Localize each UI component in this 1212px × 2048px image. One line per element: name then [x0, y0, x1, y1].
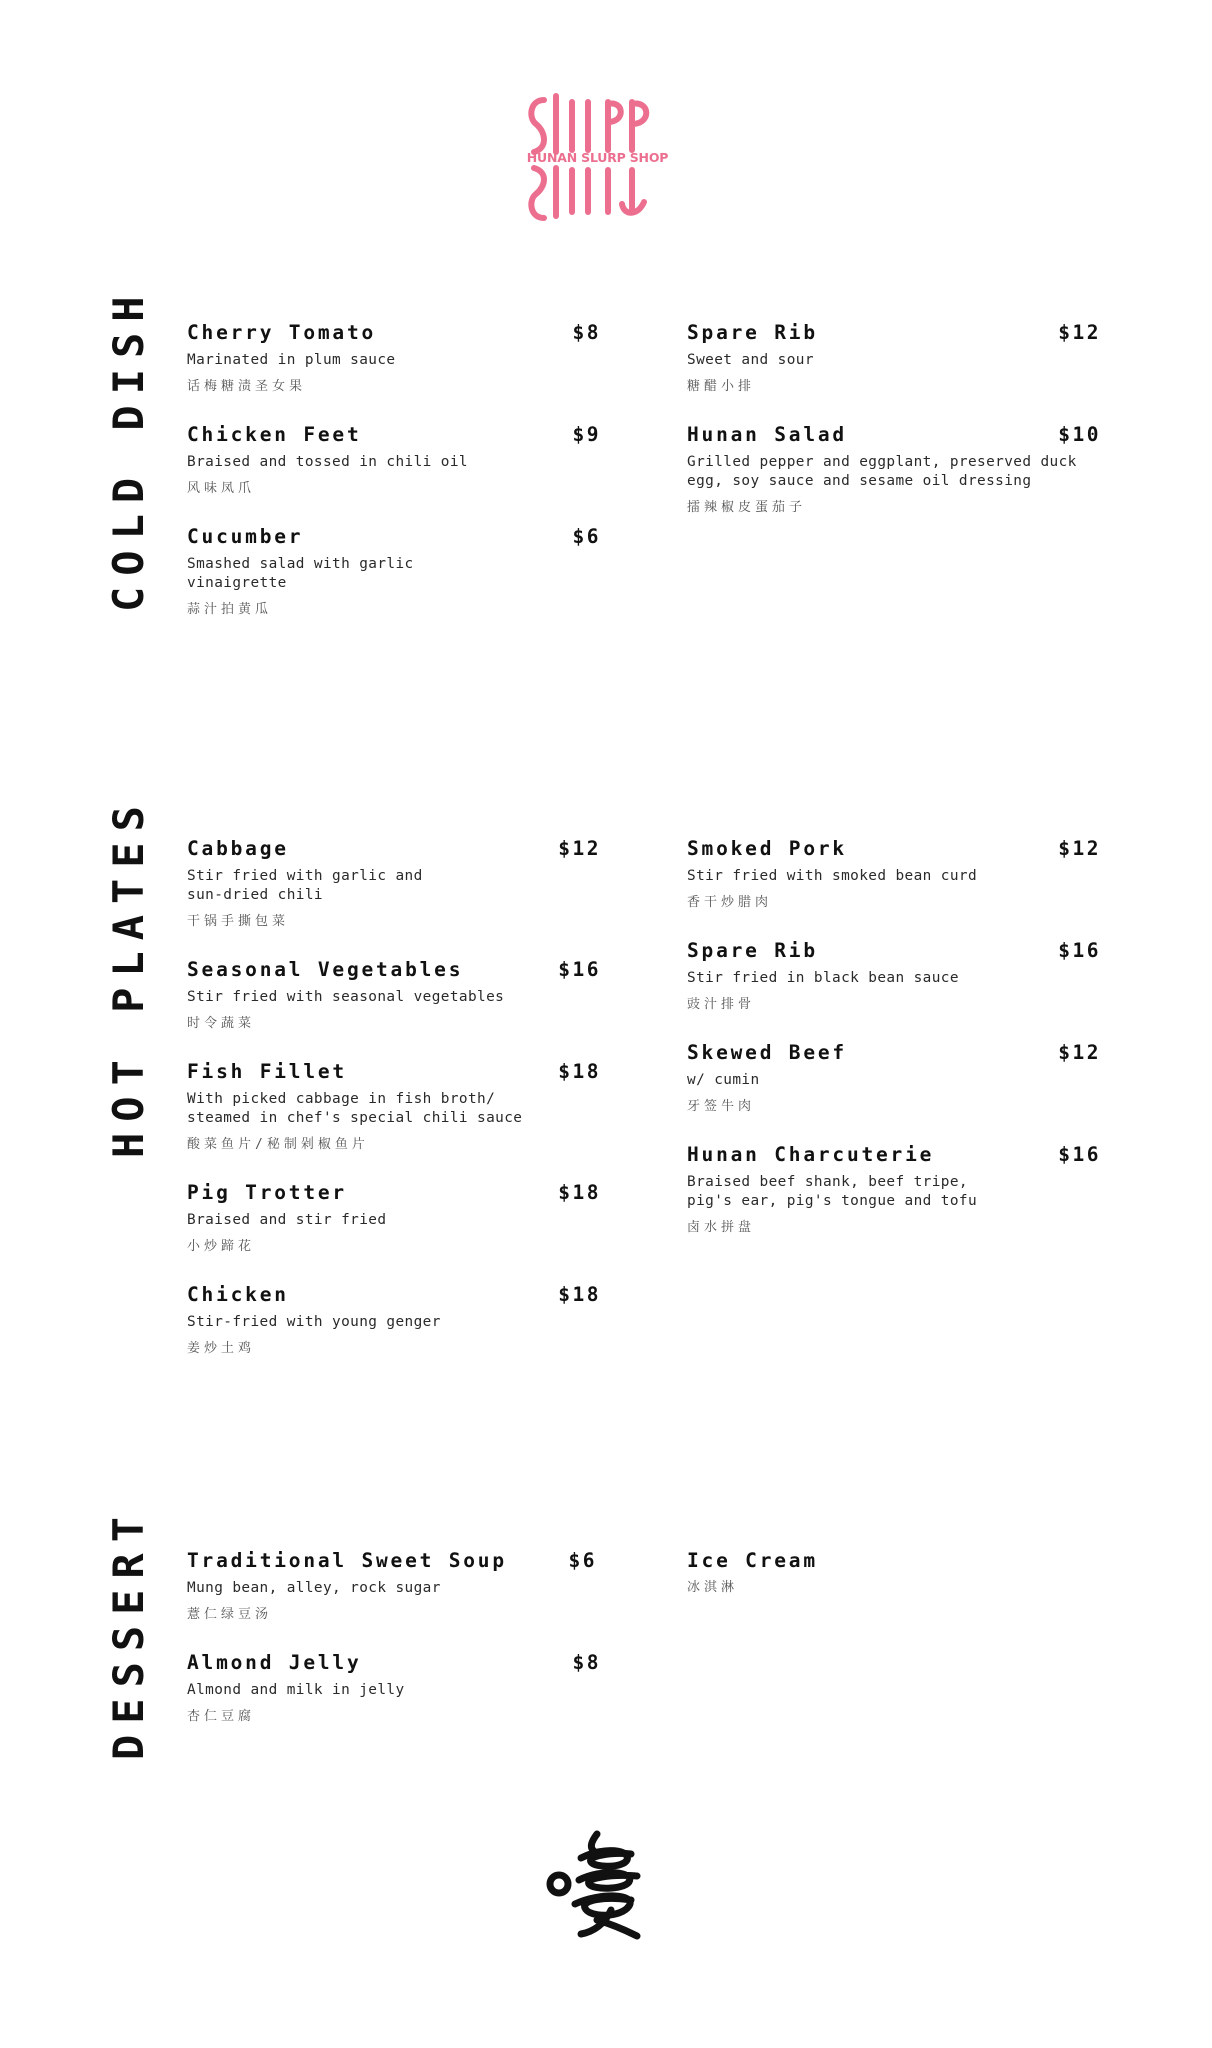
brand-logo: [520, 92, 675, 222]
item-price: $8: [572, 321, 601, 344]
item-name: Fish Fillet: [187, 1060, 347, 1083]
item-price: $12: [558, 837, 601, 860]
item-name: Ice Cream: [687, 1549, 818, 1572]
item-price: $16: [1058, 1143, 1101, 1166]
menu-item-almond-jelly: [187, 1652, 601, 1724]
item-price: $8: [572, 1651, 601, 1674]
section-title-cold-dish: COLD DISH: [104, 285, 153, 612]
menu-item-pig-trotter: [187, 1182, 601, 1254]
item-price: $12: [1058, 1041, 1101, 1064]
item-price: $16: [558, 958, 601, 981]
item-price: $6: [572, 525, 601, 548]
item-description: Stir fried with smoked bean curd: [687, 868, 978, 885]
item-description: Stir fried with garlic and sun-dried chili: [187, 868, 423, 904]
item-description: With picked cabbage in fish broth/ steamed in chef's special chili sauce: [187, 1091, 523, 1127]
item-name: Spare Rib: [687, 939, 818, 962]
item-price: $18: [558, 1060, 601, 1083]
item-chinese-name: 姜炒土鸡: [187, 1341, 256, 1357]
item-description: w/ cumin: [687, 1072, 760, 1089]
item-description: Marinated in plum sauce: [187, 352, 396, 369]
item-chinese-name: 卤水拼盘: [687, 1220, 756, 1236]
item-chinese-name: 小炒蹄花: [187, 1239, 256, 1255]
section-title-hot-plates: HOT PLATES: [104, 795, 153, 1158]
item-chinese-name: 杏仁豆腐: [187, 1709, 256, 1725]
menu-item-chicken-feet: [187, 424, 601, 496]
item-chinese-name: 擂辣椒皮蛋茄子: [687, 500, 807, 516]
item-description: Stir-fried with young genger: [187, 1314, 441, 1331]
menu-item-seasonal-vegetables: [187, 959, 601, 1031]
item-description: Stir fried in black bean sauce: [687, 970, 959, 987]
item-chinese-name: 糖醋小排: [687, 379, 756, 395]
menu-item-ice-cream: [687, 1550, 1101, 1595]
item-price: $12: [1058, 321, 1101, 344]
item-chinese-name: 牙签牛肉: [687, 1099, 756, 1115]
item-name: Cabbage: [187, 837, 289, 860]
item-name: Skewed Beef: [687, 1041, 847, 1064]
item-price: $6: [568, 1549, 597, 1572]
item-name: Cucumber: [187, 525, 304, 548]
item-name: Smoked Pork: [687, 837, 847, 860]
item-chinese-name: 酸菜鱼片/秘制剁椒鱼片: [187, 1137, 369, 1153]
section-title-dessert: DESSERT: [104, 1505, 153, 1760]
menu-item-traditional-sweet-soup: [187, 1550, 597, 1622]
item-description: Almond and milk in jelly: [187, 1682, 405, 1699]
item-chinese-name: 时令蔬菜: [187, 1016, 256, 1032]
menu-item-chicken: [187, 1284, 601, 1356]
item-name: Pig Trotter: [187, 1181, 347, 1204]
slurp-character-icon: [545, 1828, 650, 1940]
item-chinese-name: 豉汁排骨: [687, 997, 756, 1013]
item-name: Almond Jelly: [187, 1651, 362, 1674]
menu-item-spare-rib-cold: [687, 322, 1101, 394]
item-price: $10: [1058, 423, 1101, 446]
item-chinese-name: 风味凤爪: [187, 481, 256, 497]
menu-item-cherry-tomato: [187, 322, 601, 394]
menu-item-hunan-charcuterie: [687, 1144, 1101, 1235]
item-name: Chicken: [187, 1283, 289, 1306]
item-price: $9: [572, 423, 601, 446]
item-chinese-name: 干锅手撕包菜: [187, 914, 290, 930]
menu-item-spare-rib-hot: [687, 940, 1101, 1012]
item-description: Mung bean, alley, rock sugar: [187, 1580, 441, 1597]
item-name: Traditional Sweet Soup: [187, 1549, 507, 1572]
menu-item-cabbage: [187, 838, 601, 929]
menu-item-cucumber: [187, 526, 601, 617]
item-description: Smashed salad with garlic vinaigrette: [187, 556, 414, 592]
logo-text: HUNAN SLURP SHOP: [526, 150, 669, 165]
item-price: $18: [558, 1283, 601, 1306]
item-description: Braised and tossed in chili oil: [187, 454, 468, 471]
item-description: Grilled pepper and eggplant, preserved duck egg, soy sauce and sesame oil dressing: [687, 454, 1077, 490]
item-description: Stir fried with seasonal vegetables: [187, 989, 505, 1006]
item-price: $12: [1058, 837, 1101, 860]
item-description: Braised beef shank, beef tripe, pig's ear, pig's tongue and tofu: [687, 1174, 978, 1210]
item-name: Spare Rib: [687, 321, 818, 344]
item-chinese-name: 香干炒腊肉: [687, 895, 773, 911]
item-name: Hunan Charcuterie: [687, 1143, 935, 1166]
item-price: $16: [1058, 939, 1101, 962]
menu-item-hunan-salad: [687, 424, 1101, 515]
item-description: Braised and stir fried: [187, 1212, 387, 1229]
item-name: Chicken Feet: [187, 423, 362, 446]
menu-item-skewed-beef: [687, 1042, 1101, 1114]
item-name: Cherry Tomato: [187, 321, 377, 344]
item-price: $18: [558, 1181, 601, 1204]
item-chinese-name: 冰淇淋: [687, 1580, 739, 1596]
item-description: Sweet and sour: [687, 352, 814, 369]
item-chinese-name: 薏仁绿豆汤: [187, 1607, 273, 1623]
item-name: Hunan Salad: [687, 423, 847, 446]
item-name: Seasonal Vegetables: [187, 958, 464, 981]
menu-item-smoked-pork: [687, 838, 1101, 910]
menu-item-fish-fillet: [187, 1061, 601, 1152]
item-chinese-name: 话梅糖渍圣女果: [187, 379, 307, 395]
item-chinese-name: 蒜汁拍黄瓜: [187, 602, 273, 618]
